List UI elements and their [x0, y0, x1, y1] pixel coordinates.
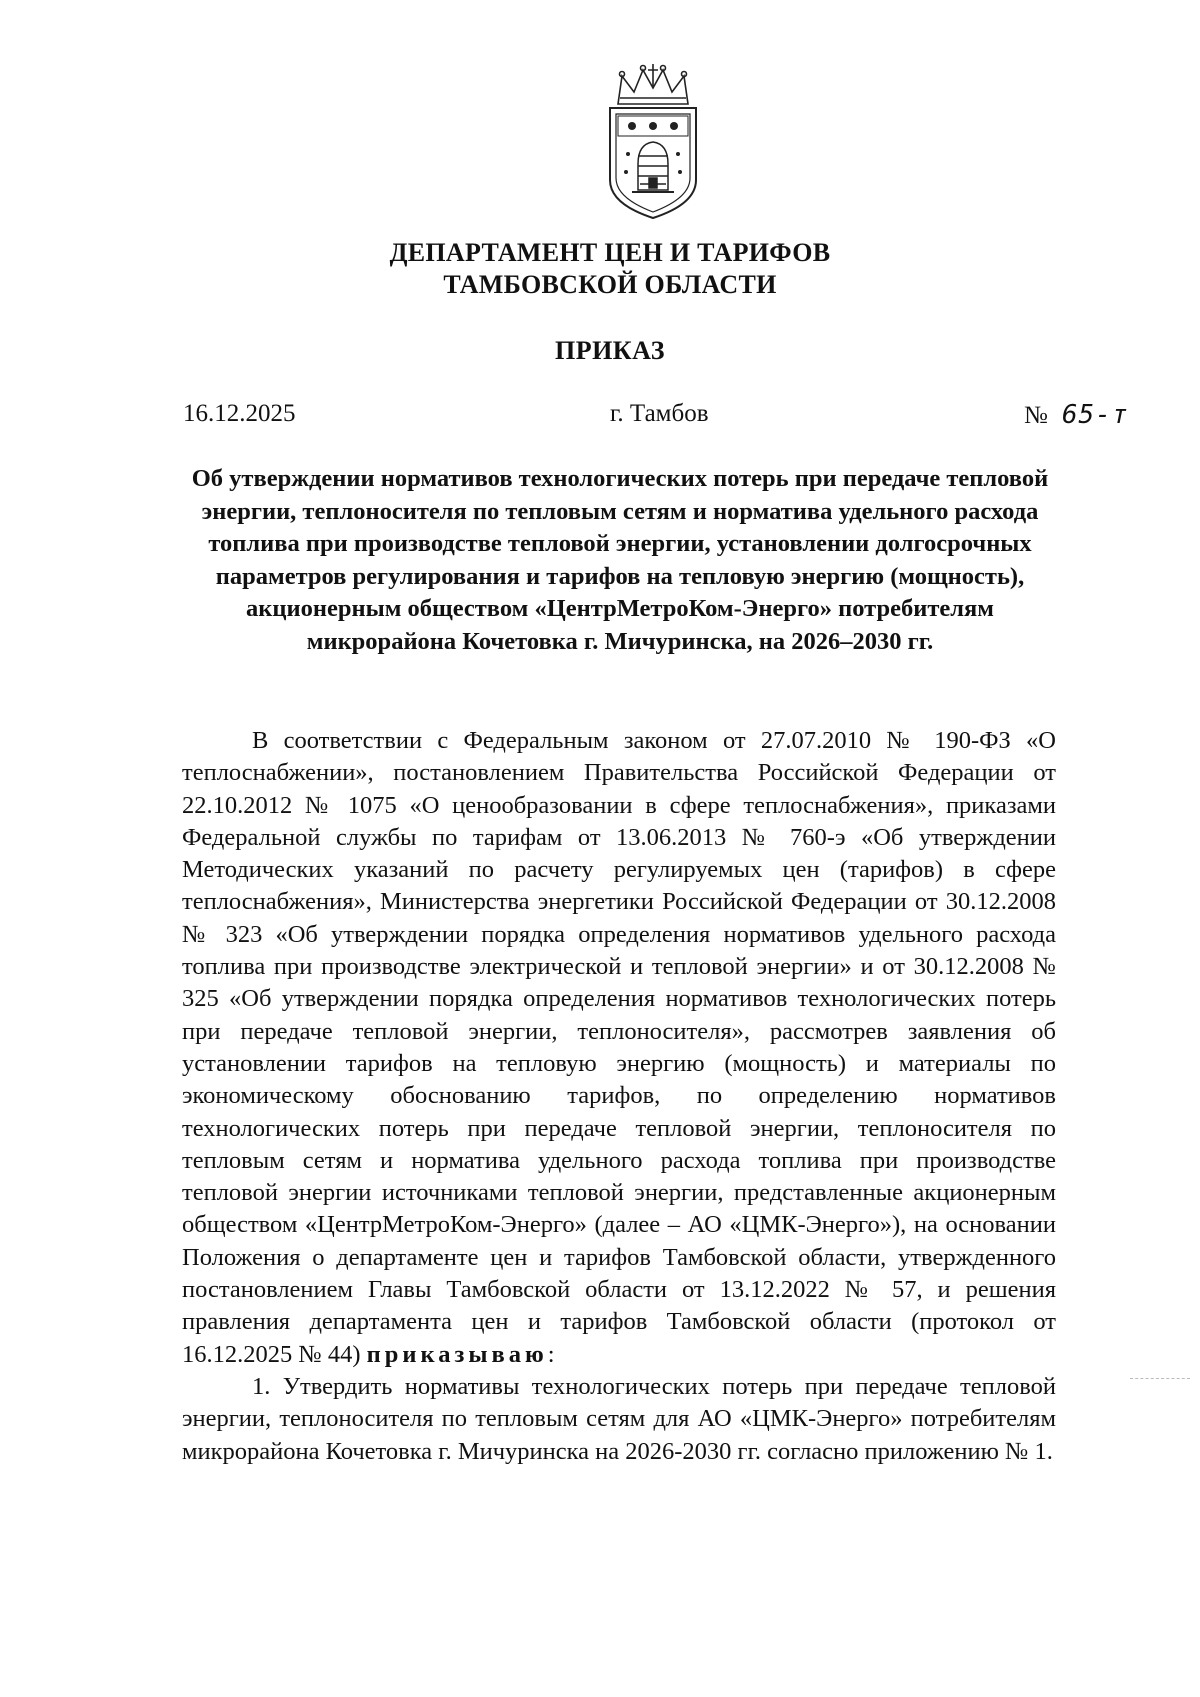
action-colon: :	[547, 1340, 555, 1368]
preamble-paragraph	[182, 725, 1056, 1371]
order-city: г. Тамбов	[610, 400, 709, 427]
document-type: ПРИКАЗ	[554, 336, 666, 365]
order-subject: Об утверждении нормативов технологических потерь при передаче тепловой энергии, теплоносителя по тепловым сетям и норматива удельного расхода топлива при производстве тепловой энергии, установлении долгосрочных параметров регулирования и тарифов на тепловую энергию (мощность), акционерным обществом «ЦентрМетроКом-Энерго» потребителям микрорайона Кочетовка г. Мичуринска, на 2026–2030 гг.	[191, 465, 1049, 655]
action-word: приказываю	[366, 1340, 548, 1368]
order-number	[1024, 400, 1128, 430]
item-1-paragraph: 1. Утвердить нормативы технологических потерь при передаче тепловой энергии, теплоносителя по тепловым сетям для АО «ЦМК-Энерго» потребителям микрорайона Кочетовка г. Мичуринска на 2026-2030 гг. согласно приложению № 1.	[182, 1372, 1056, 1465]
scan-artifact	[1130, 1378, 1190, 1381]
order-body	[182, 725, 1056, 1468]
tambov-coat-of-arms-icon	[598, 62, 708, 222]
order-number-prefix: №	[1024, 402, 1048, 429]
department-name-line1: ДЕПАРТАМЕНТ ЦЕН И ТАРИФОВ	[389, 238, 831, 267]
order-date: 16.12.2025	[183, 400, 296, 427]
preamble-text: В соответствии с Федеральным законом от 27.07.2010 № 190-ФЗ «О теплоснабжении», постановлением Правительства Российской Федерации от 22.10.2012 № 1075 «О ценообразовании в сфере теплоснабжения», приказами Федеральной службы по тарифам от 13.06.2013 № 760-э «Об утверждении Методических указаний по расчету регулируемых цен (тарифов) в сфере теплоснабжения», Министерства энергетики Российской Федерации от 30.12.2008 № 323 «Об утверждении порядка определения нормативов удельного расхода топлива при производстве электрической и тепловой энергии» и от 30.12.2008 № 325 «Об утверждении порядка определения нормативов технологических потерь при передаче тепловой энергии, теплоносителя», рассмотрев заявления об установлении тарифов на тепловую энергию (мощность) и материалы по экономическому обоснованию тарифов, по определению нормативов технологических потерь при передаче тепловой энергии, теплоносителя по тепловым сетям и норматива удельного расхода топлива при производстве тепловой энергии источниками тепловой энергии, представленные акционерным обществом «ЦентрМетроКом-Энерго» (далее – АО «ЦМК-Энерго»), на основании Положения о департаменте цен и тарифов Тамбовской области, утвержденного постановлением Главы Тамбовской области от 13.12.2022 № 57, и решения правления департамента цен и тарифов Тамбовской области (протокол от 16.12.2025 № 44)	[182, 727, 1056, 1368]
order-number-value: 65-т	[1061, 400, 1129, 430]
department-name-line2: ТАМБОВСКОЙ ОБЛАСТИ	[443, 270, 777, 299]
